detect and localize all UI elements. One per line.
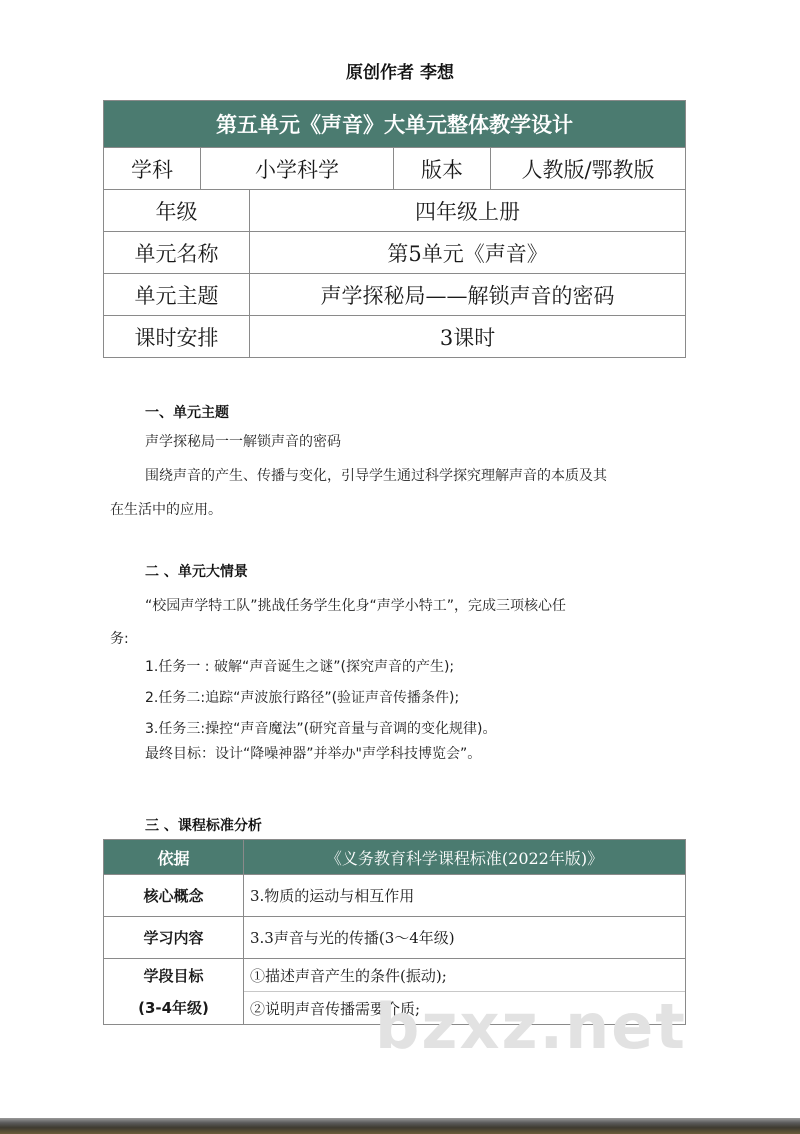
- unit-name-value: 第5单元《声音》: [250, 232, 686, 274]
- stage-goal-label: 学段目标: [143, 967, 204, 985]
- learning-content-value: 3.3声音与光的传播(3～4年级): [244, 917, 686, 959]
- section-heading-scenario: 二 、单元大情景: [145, 564, 248, 580]
- unit-name-label: 单元名称: [104, 232, 250, 274]
- stage-goal-2: ②说明声音传播需要介质;: [250, 999, 421, 1018]
- unit-theme-value: 声学探秘局——解锁声音的密码: [250, 274, 686, 316]
- hours-label: 课时安排: [104, 316, 250, 358]
- unit-theme-text: 声学探秘局一一解锁声音的密码: [145, 434, 341, 450]
- unit-theme-label: 单元主题: [104, 274, 250, 316]
- subject-label: 学科: [104, 148, 201, 190]
- task-2: 2.任务二:追踪“声波旅行路径”(验证声音传播条件);: [145, 690, 460, 706]
- stage-goal-1: ①描述声音产生的条件(振动);: [244, 959, 685, 992]
- core-concept-label: 核心概念: [104, 875, 244, 917]
- grade-value: 四年级上册: [250, 190, 686, 232]
- unit-info-table: [103, 100, 686, 358]
- learning-content-label: 学习内容: [104, 917, 244, 959]
- subject-value: 小学科学: [201, 148, 394, 190]
- hours-value: 3课时: [250, 316, 686, 358]
- task-1: 1.任务一 : 破解“声音诞生之谜”(探究声音的产生);: [145, 659, 455, 675]
- stage-goal-grade: (3-4年级): [138, 999, 209, 1017]
- basis-value: 《义务教育科学课程标准(2022年版)》: [244, 840, 686, 875]
- unit-design-title: 第五单元《声音》大单元整体教学设计: [104, 101, 686, 148]
- unit-theme-desc-line1: 围绕声音的产生、传播与变化，引导学生通过科学探究理解声音的本质及其: [145, 468, 607, 484]
- watermark: bzxz.net: [375, 990, 687, 1063]
- grade-label: 年级: [104, 190, 250, 232]
- core-concept-value: 3.物质的运动与相互作用: [244, 875, 686, 917]
- unit-theme-desc-line2: 在生活中的应用。: [110, 502, 222, 518]
- final-goal: 最终目标：设计“降噪神器”并举办"声学科技博览会”。: [145, 746, 482, 762]
- task-3: 3.任务三:操控“声音魔法”(研究音量与音调的变化规律)。: [145, 721, 497, 737]
- section-heading-standards: 三 、课程标准分析: [145, 818, 262, 834]
- basis-label: 依据: [104, 840, 244, 875]
- edition-value: 人教版/鄂教版: [491, 148, 686, 190]
- bottom-edge-strip: [0, 1118, 800, 1134]
- scenario-line2: 务:: [110, 631, 129, 647]
- stage-goal-label-cell: [104, 959, 244, 1025]
- scenario-line1: “校园声学特工队”挑战任务学生化身“声学小特工”，完成三项核心任: [145, 598, 567, 614]
- author-line: 原创作者 李想: [346, 63, 454, 83]
- edition-label: 版本: [394, 148, 491, 190]
- section-heading-unit-theme: 一、单元主题: [145, 405, 229, 421]
